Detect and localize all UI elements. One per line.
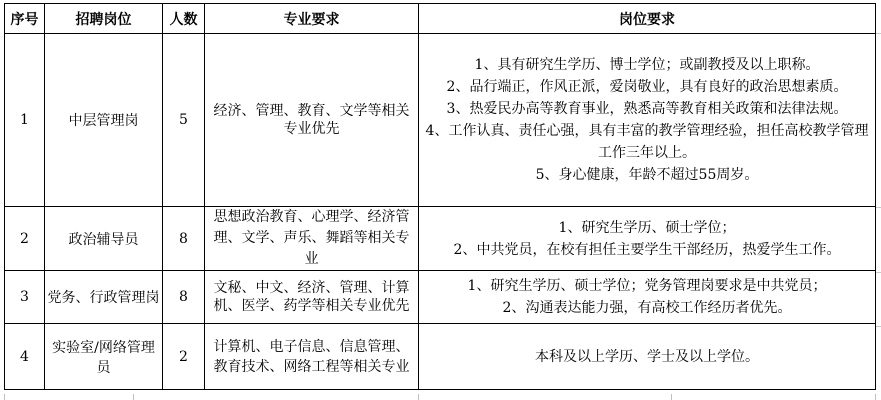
table-row xyxy=(5,324,876,390)
table-body xyxy=(5,34,876,390)
header-post-requirements: 岗位要求 xyxy=(419,4,876,34)
requirement-line: 本科及以上学历、学士及以上学位。 xyxy=(535,348,759,365)
requirement-line: 1、研究生学历、硕士学位；党务管理岗要求是中共党员； xyxy=(467,278,827,294)
cell-headcount: 8 xyxy=(163,271,205,324)
cell-position: 党务、行政管理岗 xyxy=(45,271,163,324)
cell-major-requirements: 思想政治教育、心理学、经济管理、文学、声乐、舞蹈等相关专业 xyxy=(205,207,419,271)
cell-major-requirements: 计算机、电子信息、信息管理、教育技术、网络工程等相关专业 xyxy=(205,324,419,390)
gridline-stub xyxy=(671,394,672,400)
gridline-stub xyxy=(876,33,881,34)
cell-post-requirements xyxy=(419,271,876,324)
table-row xyxy=(5,207,876,271)
cell-major-requirements: 经济、管理、教育、文学等相关专业优先 xyxy=(205,34,419,207)
requirement-line: 2、品行端正，作风正派，爱岗敬业，具有良好的政治思想素质。 xyxy=(446,79,848,95)
cell-headcount: 2 xyxy=(163,324,205,390)
recruitment-table xyxy=(4,3,876,390)
gridline-stub xyxy=(876,326,881,327)
requirement-line: 1、研究生学历、硕士学位； xyxy=(558,219,736,236)
cell-position: 政治辅导员 xyxy=(45,207,163,271)
cell-post-requirements xyxy=(419,34,876,207)
cell-headcount: 8 xyxy=(163,207,205,271)
gridline-stub xyxy=(876,207,881,208)
table-row xyxy=(5,271,876,324)
requirement-line: 3、热爱民办高等教育事业，熟悉高等教育相关政策和法律法规。 xyxy=(446,101,848,117)
header-position: 招聘岗位 xyxy=(45,4,163,34)
table-row xyxy=(5,34,876,207)
cell-serial-number: 2 xyxy=(5,207,45,271)
header-headcount: 人数 xyxy=(163,4,205,34)
cell-headcount: 5 xyxy=(163,34,205,207)
cell-serial-number: 3 xyxy=(5,271,45,324)
requirement-line: 2、中共党员，在校有担任主要学生干部经历，热爱学生工作。 xyxy=(453,241,841,258)
header-major-requirements: 专业要求 xyxy=(205,4,419,34)
requirement-line: 4、工作认真、责任心强，具有丰富的教学管理经验，担任高校教学管理工作三年以上。 xyxy=(425,123,869,161)
requirement-line: 1、具有研究生学历、博士学位；或副教授及以上职称。 xyxy=(474,57,820,73)
requirement-line: 2、沟通表达能力强，有高校工作经历者优先。 xyxy=(502,300,792,316)
cell-position: 中层管理岗 xyxy=(45,34,163,207)
gridline-stub xyxy=(4,394,5,400)
cell-serial-number: 1 xyxy=(5,34,45,207)
cell-post-requirements xyxy=(419,207,876,271)
gridline-stub xyxy=(876,272,881,273)
cell-post-requirements xyxy=(419,324,876,390)
gridline-stub xyxy=(133,394,134,400)
requirement-line: 5、身心健康，年龄不超过55周岁。 xyxy=(535,167,759,183)
cell-major-requirements: 文秘、中文、经济、管理、计算机、医学、药学等相关专业优先 xyxy=(205,271,419,324)
cell-position: 实验室/网络管理员 xyxy=(45,324,163,390)
header-row xyxy=(5,4,876,34)
cell-serial-number: 4 xyxy=(5,324,45,390)
gridline-stub xyxy=(875,394,876,400)
table-header xyxy=(5,4,876,34)
gridline-stub xyxy=(418,394,419,400)
header-serial-number: 序号 xyxy=(5,4,45,34)
